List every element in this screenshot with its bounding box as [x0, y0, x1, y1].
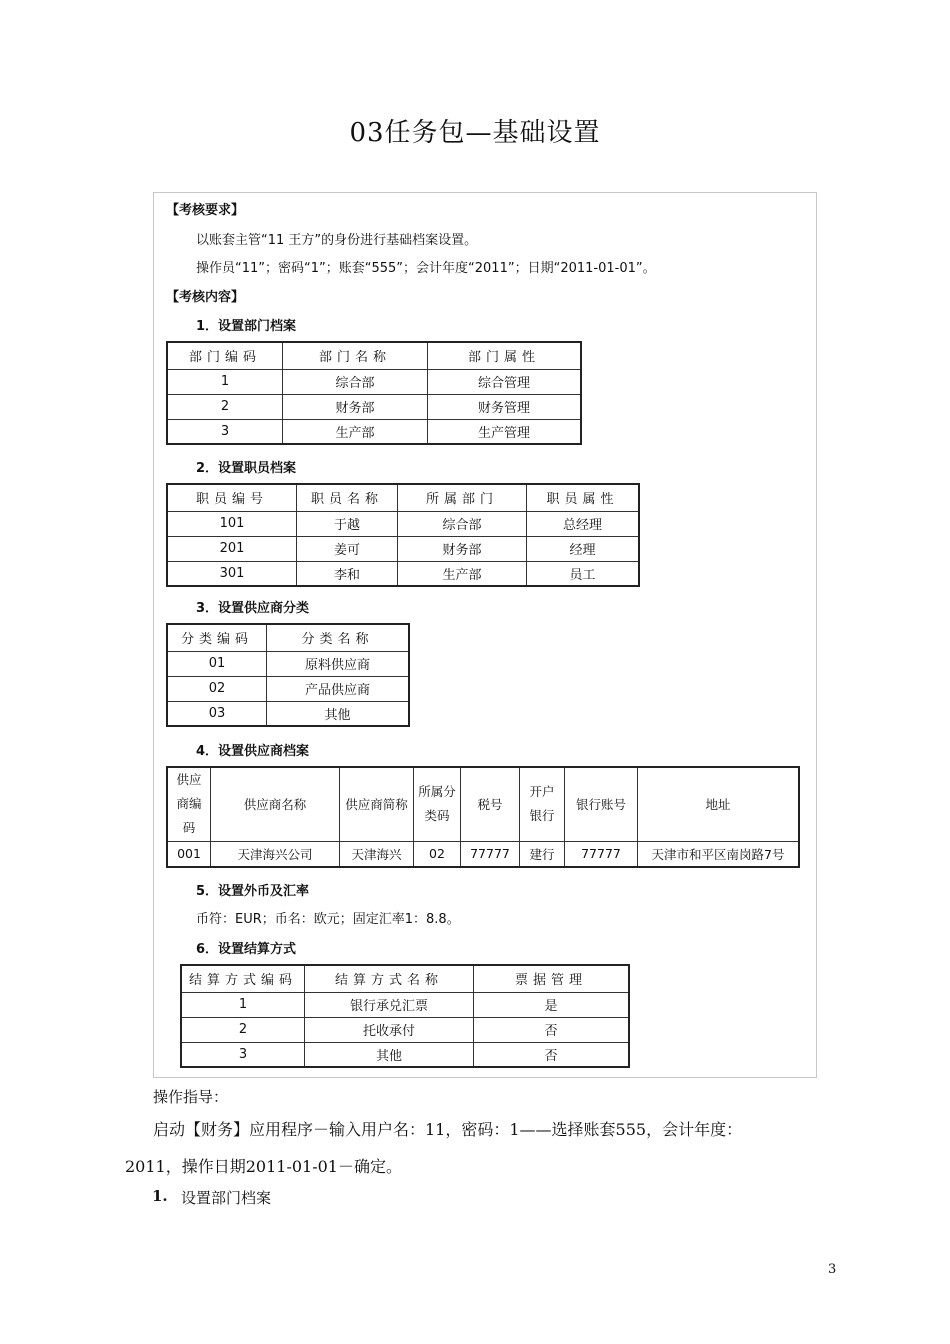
table-cell: 77777	[461, 841, 520, 867]
section-4-heading: 4．设置供应商档案	[196, 744, 310, 759]
table-cell: 1	[167, 369, 283, 394]
table-cell: 生产部	[283, 419, 428, 444]
content-heading: 【考核内容】	[166, 290, 245, 305]
table-cell: 001	[167, 841, 211, 867]
table-row	[167, 561, 639, 586]
table-header: 地址	[638, 767, 800, 841]
table-cell: 3	[181, 1042, 305, 1067]
table-cell: 02	[167, 676, 267, 701]
table-row	[167, 419, 581, 444]
table-cell: 财务管理	[428, 394, 582, 419]
table-cell: 综合部	[398, 511, 527, 536]
table-cell: 77777	[565, 841, 638, 867]
table-header: 职员编号	[167, 484, 297, 511]
table-header	[520, 767, 565, 841]
table-cell: 托收承付	[305, 1017, 474, 1042]
table-row	[181, 992, 629, 1017]
table-cell: 01	[167, 651, 267, 676]
table-header: 结算方式名称	[305, 965, 474, 992]
table-header: 供应商名称	[211, 767, 340, 841]
table-cell: 101	[167, 511, 297, 536]
requirements-line-1: 以账套主管“11 王方”的身份进行基础档案设置。	[196, 233, 478, 248]
table-cell: 产品供应商	[267, 676, 410, 701]
section-5-heading: 5．设置外币及汇率	[196, 884, 310, 899]
table-header: 票据管理	[474, 965, 630, 992]
supplier-table	[166, 766, 800, 868]
table-cell: 201	[167, 536, 297, 561]
table-row	[167, 536, 639, 561]
guide-step-number: 1.	[152, 1187, 168, 1205]
table-row	[167, 511, 639, 536]
page-number: 3	[828, 1262, 837, 1277]
table-row	[181, 1017, 629, 1042]
table-header: 职员名称	[297, 484, 398, 511]
table-row	[167, 651, 409, 676]
table-header: 银行账号	[565, 767, 638, 841]
table-header: 结算方式编码	[181, 965, 305, 992]
guide-paragraph-line-2: 2011，操作日期2011-01-01－确定。	[125, 1157, 402, 1176]
table-row	[167, 676, 409, 701]
table-row	[167, 369, 581, 394]
table-header	[167, 767, 211, 841]
table-cell: 姜可	[297, 536, 398, 561]
supplier-category-table	[166, 623, 410, 727]
header-text: 开户银行	[529, 784, 555, 824]
table-cell: 综合管理	[428, 369, 582, 394]
table-cell: 3	[167, 419, 283, 444]
table-header	[414, 767, 461, 841]
table-cell: 02	[414, 841, 461, 867]
table-cell: 综合部	[283, 369, 428, 394]
guide-paragraph-line-1: 启动【财务】应用程序－输入用户名：11，密码：1——选择账套555，会计年度：	[153, 1120, 743, 1139]
table-cell: 1	[181, 992, 305, 1017]
table-cell: 经理	[527, 536, 640, 561]
table-cell: 天津海兴	[340, 841, 414, 867]
guide-step-text: 设置部门档案	[181, 1189, 272, 1207]
settlement-method-table	[180, 964, 630, 1068]
table-cell: 生产管理	[428, 419, 582, 444]
table-header: 部门属性	[428, 342, 582, 369]
table-cell: 天津市和平区南岗路7号	[638, 841, 800, 867]
table-cell: 301	[167, 561, 297, 586]
table-cell: 否	[474, 1042, 630, 1067]
table-cell: 财务部	[283, 394, 428, 419]
table-cell: 李和	[297, 561, 398, 586]
table-cell: 员工	[527, 561, 640, 586]
section-2-heading: 2．设置职员档案	[196, 461, 297, 476]
table-header: 职员属性	[527, 484, 640, 511]
header-text: 所属分类码	[418, 784, 456, 824]
requirements-line-2: 操作员“11”；密码“1”；账套“555”；会计年度“2011”；日期“2011-01-01”。	[196, 261, 656, 276]
table-cell: 建行	[520, 841, 565, 867]
table-cell: 财务部	[398, 536, 527, 561]
table-cell: 银行承兑汇票	[305, 992, 474, 1017]
section-3-heading: 3．设置供应商分类	[196, 601, 310, 616]
guide-label: 操作指导：	[153, 1088, 229, 1106]
table-header: 部门编码	[167, 342, 283, 369]
table-cell: 2	[181, 1017, 305, 1042]
table-header: 所属部门	[398, 484, 527, 511]
header-text: 供应商编码	[176, 772, 202, 836]
requirements-heading: 【考核要求】	[166, 203, 245, 218]
section-1-heading: 1．设置部门档案	[196, 319, 297, 334]
table-header: 供应商简称	[340, 767, 414, 841]
table-header: 分类名称	[267, 624, 410, 651]
table-cell: 2	[167, 394, 283, 419]
table-cell: 其他	[267, 701, 410, 726]
table-cell: 生产部	[398, 561, 527, 586]
table-cell: 总经理	[527, 511, 640, 536]
table-row	[181, 1042, 629, 1067]
table-header: 部门名称	[283, 342, 428, 369]
table-cell: 天津海兴公司	[211, 841, 340, 867]
department-table	[166, 341, 582, 445]
employee-table	[166, 483, 640, 587]
table-header: 分类编码	[167, 624, 267, 651]
currency-text: 币符：EUR；币名：欧元；固定汇率1：8.8。	[196, 912, 460, 927]
table-cell: 于越	[297, 511, 398, 536]
table-cell: 是	[474, 992, 630, 1017]
table-header: 税号	[461, 767, 520, 841]
table-cell: 其他	[305, 1042, 474, 1067]
table-cell: 03	[167, 701, 267, 726]
table-row	[167, 701, 409, 726]
table-row	[167, 841, 799, 867]
table-cell: 原料供应商	[267, 651, 410, 676]
table-row	[167, 394, 581, 419]
table-cell: 否	[474, 1017, 630, 1042]
document-title: 03任务包—基础设置	[349, 118, 601, 148]
section-6-heading: 6．设置结算方式	[196, 942, 297, 957]
